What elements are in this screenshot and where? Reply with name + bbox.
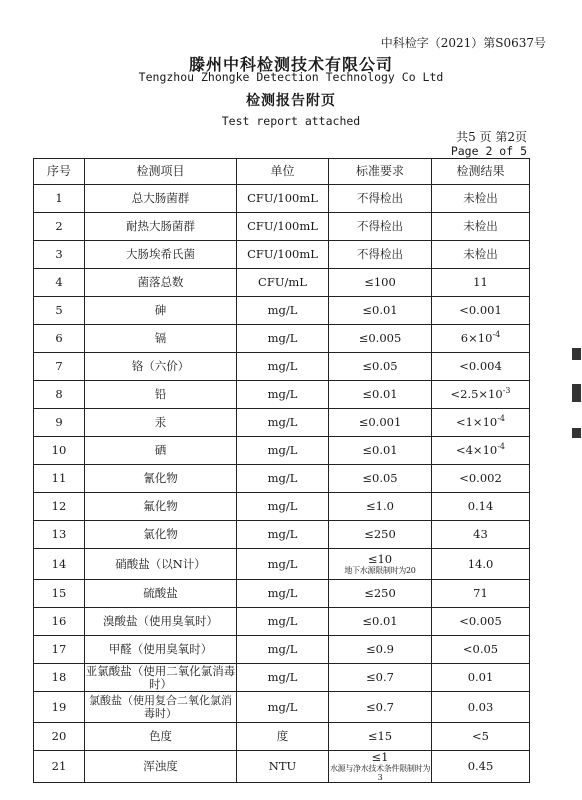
cell-unit: mg/L <box>237 608 329 636</box>
cell-no: 15 <box>34 580 85 608</box>
company-name-en: Tengzhou Zhongke Detection Technology Co Ltd <box>138 70 444 84</box>
table-row <box>34 664 530 692</box>
cell-unit: CFU/100mL <box>237 213 329 241</box>
header-no: 序号 <box>34 159 85 185</box>
cell-item: 耐热大肠菌群 <box>85 213 237 241</box>
cell-standard: ≤0.01 <box>329 437 432 465</box>
item-line-2: 毒时） <box>144 707 177 720</box>
cell-unit: mg/L <box>237 297 329 325</box>
cell-unit: mg/L <box>237 692 329 723</box>
cell-item: 溴酸盐（使用臭氧时） <box>85 608 237 636</box>
result-exponent: -4 <box>492 330 501 340</box>
cell-no: 12 <box>34 493 85 521</box>
cell-no: 20 <box>34 723 85 751</box>
cell-no: 16 <box>34 608 85 636</box>
cell-item: 氯化物 <box>85 521 237 549</box>
cell-result: 43 <box>432 521 530 549</box>
cell-standard <box>329 751 432 783</box>
cell-unit: mg/L <box>237 325 329 353</box>
cell-item: 氰化物 <box>85 465 237 493</box>
table-row <box>34 241 530 269</box>
table-row <box>34 353 530 381</box>
cell-standard: 不得检出 <box>329 241 432 269</box>
cell-item: 铅 <box>85 381 237 409</box>
result-base: 6×10 <box>460 331 493 345</box>
table-row <box>34 751 530 783</box>
cell-unit: CFU/100mL <box>237 185 329 213</box>
table-row <box>34 465 530 493</box>
cell-standard <box>329 549 432 580</box>
adjacent-page-edge <box>570 348 582 444</box>
cell-result: <0.001 <box>432 297 530 325</box>
item-line-1: 氯酸盐（使用复合二氧化氯消 <box>89 694 232 707</box>
result-base: <2.5×10 <box>450 387 503 401</box>
table-row <box>34 409 530 437</box>
cell-unit: mg/L <box>237 465 329 493</box>
company-name-cn: 滕州中科检测技术有限公司 <box>188 55 393 74</box>
cell-result: <0.005 <box>432 608 530 636</box>
cell-standard: ≤1.0 <box>329 493 432 521</box>
result-exponent: -4 <box>497 442 506 452</box>
cell-item: 色度 <box>85 723 237 751</box>
standard-value: ≤1 <box>371 750 389 764</box>
cell-result <box>432 437 530 465</box>
cell-item: 汞 <box>85 409 237 437</box>
cell-standard: ≤0.01 <box>329 608 432 636</box>
header-result: 检测结果 <box>432 159 530 185</box>
table-row <box>34 437 530 465</box>
cell-result: <0.002 <box>432 465 530 493</box>
cell-no: 6 <box>34 325 85 353</box>
cell-no: 5 <box>34 297 85 325</box>
cell-no: 3 <box>34 241 85 269</box>
table-row <box>34 723 530 751</box>
cell-item: 砷 <box>85 297 237 325</box>
cell-item: 大肠埃希氏菌 <box>85 241 237 269</box>
header-unit: 单位 <box>237 159 329 185</box>
table-row <box>34 608 530 636</box>
cell-standard: ≤250 <box>329 580 432 608</box>
result-exponent: -3 <box>502 386 511 396</box>
cell-result: <0.05 <box>432 636 530 664</box>
cell-item: 甲醛（使用臭氧时） <box>85 636 237 664</box>
cell-no: 4 <box>34 269 85 297</box>
cell-no: 10 <box>34 437 85 465</box>
cell-standard: ≤0.01 <box>329 381 432 409</box>
cell-item: 亚氯酸盐（使用二氧化氯消毒时） <box>85 663 236 691</box>
cell-standard: ≤0.9 <box>329 636 432 664</box>
cell-no: 1 <box>34 185 85 213</box>
cell-result: 11 <box>432 269 530 297</box>
cell-no: 2 <box>34 213 85 241</box>
result-exponent: -4 <box>497 414 506 424</box>
cell-no: 18 <box>34 664 85 692</box>
cell-item: 硒 <box>85 437 237 465</box>
cell-standard: ≤100 <box>329 269 432 297</box>
cell-standard: ≤0.7 <box>329 664 432 692</box>
cell-item: 铬（六价） <box>85 353 237 381</box>
header-standard: 标准要求 <box>329 159 432 185</box>
table-row <box>34 381 530 409</box>
cell-standard: ≤250 <box>329 521 432 549</box>
cell-unit: mg/L <box>237 636 329 664</box>
cell-standard: ≤15 <box>329 723 432 751</box>
cell-no: 14 <box>34 549 85 580</box>
cell-result: 0.01 <box>432 664 530 692</box>
cell-standard: ≤0.01 <box>329 297 432 325</box>
cell-standard: ≤0.7 <box>329 692 432 723</box>
cell-result: <5 <box>432 723 530 751</box>
cell-result <box>432 409 530 437</box>
cell-unit: mg/L <box>237 437 329 465</box>
cell-result: 未检出 <box>432 185 530 213</box>
cell-unit: CFU/100mL <box>237 241 329 269</box>
cell-unit: mg/L <box>237 353 329 381</box>
table-row <box>34 692 530 723</box>
cell-item: 氟化物 <box>85 493 237 521</box>
cell-unit: mg/L <box>237 381 329 409</box>
cell-no: 11 <box>34 465 85 493</box>
cell-result: 0.03 <box>432 692 530 723</box>
cell-result: 未检出 <box>432 241 530 269</box>
cell-standard: ≤0.001 <box>329 409 432 437</box>
results-table <box>33 158 530 783</box>
cell-result: <0.004 <box>432 353 530 381</box>
table-row <box>34 636 530 664</box>
cell-no: 13 <box>34 521 85 549</box>
cell-unit: mg/L <box>237 493 329 521</box>
cell-unit: mg/L <box>237 409 329 437</box>
page-title-cn: 检测报告附页 <box>246 93 336 109</box>
cell-result <box>432 325 530 353</box>
table-row <box>34 185 530 213</box>
cell-item: 镉 <box>85 325 237 353</box>
cell-unit: mg/L <box>237 549 329 580</box>
cell-item: 浑浊度 <box>85 751 237 783</box>
cell-standard: ≤0.005 <box>329 325 432 353</box>
cell-no: 17 <box>34 636 85 664</box>
standard-note: 地下水源限制时为20 <box>344 566 416 575</box>
cell-standard: 不得检出 <box>329 185 432 213</box>
cell-no: 8 <box>34 381 85 409</box>
cell-standard: ≤0.05 <box>329 353 432 381</box>
cell-unit: CFU/mL <box>237 269 329 297</box>
cell-unit: mg/L <box>237 664 329 692</box>
cell-item <box>85 692 237 723</box>
table-header-row <box>34 159 530 185</box>
cell-no: 21 <box>34 751 85 783</box>
table-row <box>34 297 530 325</box>
table-row <box>34 580 530 608</box>
cell-item: 总大肠菌群 <box>85 185 237 213</box>
table-row <box>34 549 530 580</box>
page-title-en: Test report attached <box>221 114 361 128</box>
standard-value: ≤10 <box>367 552 393 566</box>
table-row <box>34 213 530 241</box>
cell-result: 14.0 <box>432 549 530 580</box>
cell-item: 硝酸盐（以N计） <box>85 549 237 580</box>
result-base: <4×10 <box>455 443 498 457</box>
cell-result: 0.14 <box>432 493 530 521</box>
page-indicator-en: Page 2 of 5 <box>450 144 527 158</box>
cell-item: 菌落总数 <box>85 269 237 297</box>
table-row <box>34 521 530 549</box>
cell-result <box>432 381 530 409</box>
cell-item: 硫酸盐 <box>85 580 237 608</box>
cell-standard: 不得检出 <box>329 213 432 241</box>
cell-result: 71 <box>432 580 530 608</box>
cell-no: 7 <box>34 353 85 381</box>
header-item: 检测项目 <box>85 159 237 185</box>
cell-standard: ≤0.05 <box>329 465 432 493</box>
cell-unit: NTU <box>237 751 329 783</box>
page-indicator-cn: 共5 页 第2页 <box>456 130 527 144</box>
cell-unit: mg/L <box>237 521 329 549</box>
cell-no: 9 <box>34 409 85 437</box>
table-row <box>34 493 530 521</box>
cell-unit: 度 <box>237 723 329 751</box>
cell-result: 0.45 <box>432 751 530 783</box>
standard-note: 水源与净水技术条件限制时为3 <box>329 764 431 782</box>
result-base: <1×10 <box>455 415 498 429</box>
table-row <box>34 269 530 297</box>
cell-result: 未检出 <box>432 213 530 241</box>
table-row <box>34 325 530 353</box>
report-number: 中科检字（2021）第S0637号 <box>380 36 546 50</box>
cell-no: 19 <box>34 692 85 723</box>
cell-unit: mg/L <box>237 580 329 608</box>
